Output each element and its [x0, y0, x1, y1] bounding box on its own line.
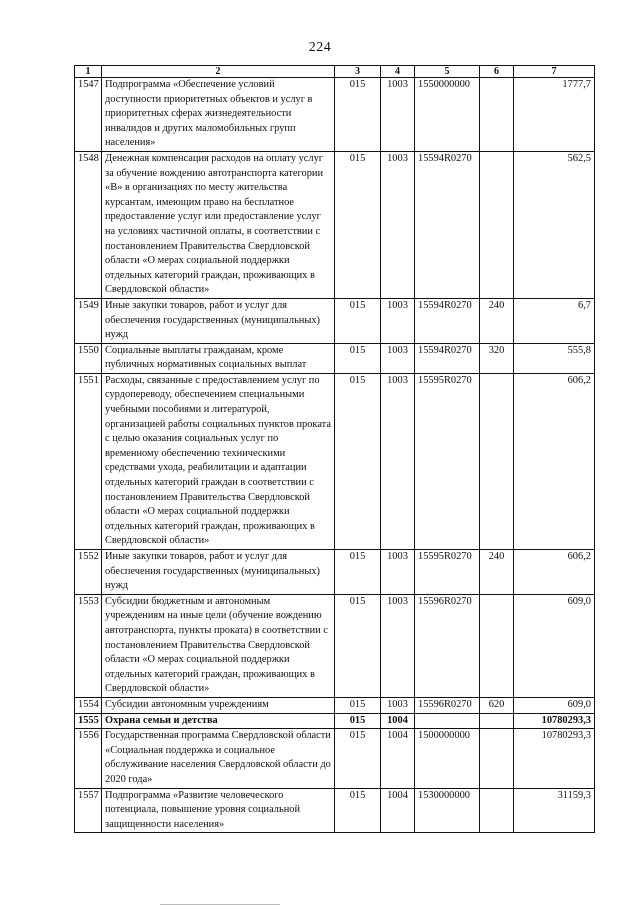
- section-code-cell: 1003: [381, 343, 415, 373]
- column-header: 7: [514, 66, 595, 78]
- target-article-cell: 15595R0270: [415, 550, 480, 595]
- budget-table: [74, 65, 595, 833]
- target-article-cell: 1530000000: [415, 788, 480, 833]
- section-code-cell: 1003: [381, 151, 415, 298]
- row-number-cell: 1551: [75, 373, 102, 549]
- target-article-cell: 15596R0270: [415, 697, 480, 713]
- ministry-code-cell: 015: [335, 298, 381, 343]
- section-code-cell: 1003: [381, 78, 415, 152]
- expense-type-cell: [480, 713, 514, 729]
- table-header-row: [75, 66, 595, 78]
- row-name-cell: Денежная компенсация расходов на оплату услуг за обучение вождению автотранспорта категории «В» в организациях по месту жительства курсантам, имеющим право на бесплатное предоставление услуг или предоставление услуг на условиях частичной оплаты, в соответствии с постановлением Правительства Свердловской области «О мерах социальной поддержки отдельных категорий граждан, проживающих в Свердловской области»: [102, 151, 335, 298]
- column-header: 4: [381, 66, 415, 78]
- table-row: [75, 788, 595, 833]
- target-article-cell: 15594R0270: [415, 298, 480, 343]
- ministry-code-cell: 015: [335, 373, 381, 549]
- ministry-code-cell: 015: [335, 788, 381, 833]
- section-code-cell: 1004: [381, 788, 415, 833]
- row-number-cell: 1550: [75, 343, 102, 373]
- expense-type-cell: 620: [480, 697, 514, 713]
- section-code-cell: 1004: [381, 729, 415, 788]
- expense-type-cell: 240: [480, 550, 514, 595]
- row-number-cell: 1554: [75, 697, 102, 713]
- amount-cell: 606,2: [514, 373, 595, 549]
- table-row: [75, 373, 595, 549]
- column-header: 6: [480, 66, 514, 78]
- amount-cell: 31159,3: [514, 788, 595, 833]
- ministry-code-cell: 015: [335, 550, 381, 595]
- row-number-cell: 1549: [75, 298, 102, 343]
- expense-type-cell: 240: [480, 298, 514, 343]
- row-number-cell: 1548: [75, 151, 102, 298]
- section-code-cell: 1003: [381, 373, 415, 549]
- row-number-cell: 1557: [75, 788, 102, 833]
- expense-type-cell: [480, 151, 514, 298]
- ministry-code-cell: 015: [335, 151, 381, 298]
- row-name-cell: Подпрограмма «Развитие человеческого потенциала, повышение уровня социальной защищенности населения»: [102, 788, 335, 833]
- expense-type-cell: [480, 729, 514, 788]
- row-number-cell: 1555: [75, 713, 102, 729]
- amount-cell: 10780293,3: [514, 713, 595, 729]
- expense-type-cell: [480, 788, 514, 833]
- target-article-cell: 15594R0270: [415, 343, 480, 373]
- table-body: [75, 78, 595, 833]
- amount-cell: 606,2: [514, 550, 595, 595]
- ministry-code-cell: 015: [335, 697, 381, 713]
- amount-cell: 609,0: [514, 594, 595, 697]
- row-number-cell: 1553: [75, 594, 102, 697]
- amount-cell: 10780293,3: [514, 729, 595, 788]
- row-number-cell: 1552: [75, 550, 102, 595]
- amount-cell: 609,0: [514, 697, 595, 713]
- amount-cell: 1777,7: [514, 78, 595, 152]
- ministry-code-cell: 015: [335, 713, 381, 729]
- section-code-cell: 1003: [381, 697, 415, 713]
- ministry-code-cell: 015: [335, 78, 381, 152]
- row-name-cell: Иные закупки товаров, работ и услуг для обеспечения государственных (муниципальных) нужд: [102, 550, 335, 595]
- page-number: 224: [308, 40, 332, 55]
- column-header: 1: [75, 66, 102, 78]
- row-name-cell: Подпрограмма «Обеспечение условий доступности приоритетных объектов и услуг в приоритетных сферах жизнедеятельности инвалидов и других маломобильных групп населения»: [102, 78, 335, 152]
- amount-cell: 6,7: [514, 298, 595, 343]
- expense-type-cell: [480, 373, 514, 549]
- section-code-cell: 1004: [381, 713, 415, 729]
- table-row: [75, 697, 595, 713]
- row-name-cell: Субсидии автономным учреждениям: [102, 697, 335, 713]
- target-article-cell: 1550000000: [415, 78, 480, 152]
- table-row: [75, 713, 595, 729]
- row-name-cell: Расходы, связанные с предоставлением услуг по сурдопереводу, обеспечением специальными учебными пособиями и литературой, организацией работы социальных пунктов проката с целью оказания социальных услуг по временному обеспечению техническими средствами ухода, реабилитации и адаптации отдельных категорий граждан в соответствии с постановлением Правительства Свердловской области «О мерах социальной поддержки отдельных категорий граждан, проживающих в Свердловской области»: [102, 373, 335, 549]
- row-name-cell: Иные закупки товаров, работ и услуг для обеспечения государственных (муниципальных) нужд: [102, 298, 335, 343]
- target-article-cell: 15596R0270: [415, 594, 480, 697]
- target-article-cell: 1500000000: [415, 729, 480, 788]
- target-article-cell: 15595R0270: [415, 373, 480, 549]
- table-row: [75, 550, 595, 595]
- row-name-cell: Субсидии бюджетным и автономным учреждениям на иные цели (обучение вождению автотранспорта, пункты проката) в соответствии с постановлением Правительства Свердловской области «О мерах социальной поддержки отдельных категорий граждан, проживающих в Свердловской области»: [102, 594, 335, 697]
- column-header: 5: [415, 66, 480, 78]
- row-name-cell: Социальные выплаты гражданам, кроме публичных нормативных социальных выплат: [102, 343, 335, 373]
- row-number-cell: 1556: [75, 729, 102, 788]
- section-code-cell: 1003: [381, 550, 415, 595]
- row-name-cell: Охрана семьи и детства: [102, 713, 335, 729]
- table-row: [75, 151, 595, 298]
- ministry-code-cell: 015: [335, 343, 381, 373]
- expense-type-cell: [480, 594, 514, 697]
- amount-cell: 562,5: [514, 151, 595, 298]
- expense-type-cell: [480, 78, 514, 152]
- column-header: 3: [335, 66, 381, 78]
- table-row: [75, 78, 595, 152]
- table-row: [75, 594, 595, 697]
- ministry-code-cell: 015: [335, 594, 381, 697]
- row-number-cell: 1547: [75, 78, 102, 152]
- expense-type-cell: 320: [480, 343, 514, 373]
- ministry-code-cell: 015: [335, 729, 381, 788]
- amount-cell: 555,8: [514, 343, 595, 373]
- column-header: 2: [102, 66, 335, 78]
- target-article-cell: [415, 713, 480, 729]
- table-row: [75, 729, 595, 788]
- target-article-cell: 15594R0270: [415, 151, 480, 298]
- row-name-cell: Государственная программа Свердловской области «Социальная поддержка и социальное обслуживание населения Свердловской области до 2020 года»: [102, 729, 335, 788]
- table-row: [75, 298, 595, 343]
- section-code-cell: 1003: [381, 298, 415, 343]
- table-row: [75, 343, 595, 373]
- section-code-cell: 1003: [381, 594, 415, 697]
